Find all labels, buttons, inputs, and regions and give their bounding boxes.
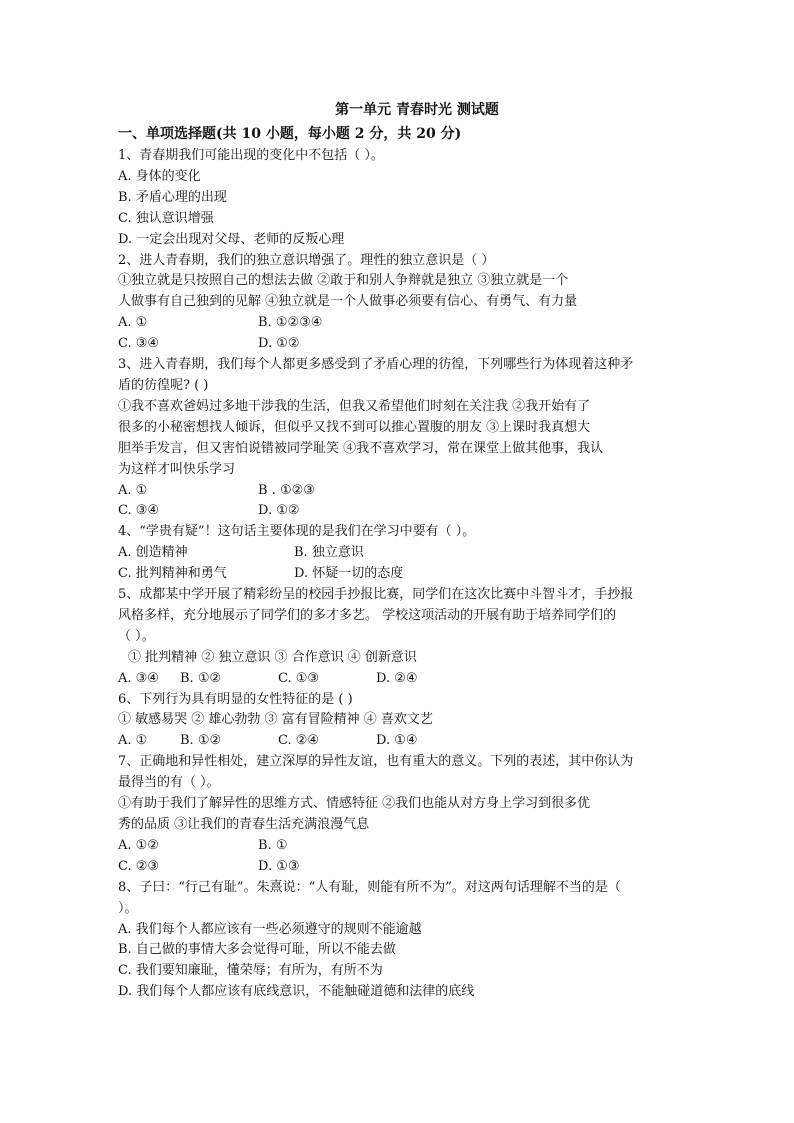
option-d: D. ①② — [258, 336, 300, 352]
option-b: B. 自己做的事情大多会觉得可耻，所以不能去做 — [118, 942, 396, 958]
question-stem: 盾的彷徨呢? ( ) — [118, 377, 209, 393]
option-a: A. 身体的变化 — [118, 168, 201, 184]
document-title: 第一单元 青春时光 测试题 — [335, 102, 499, 118]
statement-line: 很多的小秘密想找人倾诉，但似乎又找不到可以推心置腹的朋友 ③上课时我真想大 — [118, 419, 591, 435]
question-stem: 8、子曰：“行己有耻”。朱熹说：“人有耻，则能有所不为”。对这两句话理解不当的是（ — [118, 879, 621, 895]
option-a: A. 创造精神 — [118, 545, 188, 561]
option-d: D. 怀疑一切的态度 — [294, 566, 404, 582]
option-c: C. ①③ — [278, 670, 320, 686]
option-b: B. ①②③④ — [258, 315, 323, 331]
option-a: A. ① — [118, 315, 148, 331]
section-heading: 一、单项选择题(共 10 小题，每小题 2 分，共 20 分) — [118, 126, 462, 142]
statement-line: ① 批判精神 ② 独立意识 ③ 合作意识 ④ 创新意识 — [128, 649, 417, 665]
option-a: A. ① — [118, 482, 148, 498]
option-a: A. ③④ — [118, 670, 159, 686]
option-d: D. 我们每个人都应该有底线意识，不能触碰道德和法律的底线 — [118, 984, 475, 1000]
options-row — [118, 731, 678, 752]
statement-line: ① 敏感易哭 ② 雄心勃勃 ③ 富有冒险精神 ④ 喜欢文艺 — [118, 712, 433, 728]
question-1 — [118, 146, 678, 251]
options-row — [118, 334, 678, 355]
option-d: D. 一定会出现对父母、老师的反叛心理 — [118, 231, 345, 247]
statement-line: 为这样才叫快乐学习 — [118, 461, 236, 477]
question-stem: 7、正确地和异性相处，建立深厚的异性友谊，也有重大的意义。下列的表述，其中你认为 — [118, 754, 634, 770]
question-stem: 最得当的有（ ）。 — [118, 775, 220, 791]
options-row — [118, 313, 678, 334]
option-b: B. ①② — [180, 733, 222, 749]
question-4 — [118, 522, 678, 585]
options-row — [118, 836, 678, 857]
question-6 — [118, 690, 678, 753]
option-d: D. ①② — [258, 503, 300, 519]
option-a: A. 我们每个人都应该有一些必须遵守的规则不能逾越 — [118, 921, 422, 937]
option-c: C. ③④ — [118, 503, 160, 519]
options-row — [118, 481, 678, 502]
statement-line: 胆举手发言，但又害怕说错被同学耻笑 ④我不喜欢学习，常在课堂上做其他事，我认 — [118, 440, 604, 456]
option-c: C. 批判精神和勇气 — [118, 566, 227, 582]
question-stem: 1、青春期我们可能出现的变化中不包括（ ）。 — [118, 148, 384, 163]
option-d: D. ①④ — [376, 733, 418, 749]
question-stem: 6、下列行为具有明显的女性特征的是 ( ) — [118, 691, 353, 707]
option-c: C. ②④ — [278, 733, 320, 749]
options-row — [118, 669, 678, 690]
question-stem: 3、进入青春期，我们每个人都更多感受到了矛盾心理的彷徨，下列哪些行为体现着这种矛 — [118, 357, 634, 373]
options-row — [118, 857, 678, 878]
question-3 — [118, 355, 678, 522]
question-7 — [118, 752, 678, 877]
option-c: C. 我们要知廉耻，懂荣辱；有所为，有所不为 — [118, 963, 383, 979]
question-2 — [118, 251, 678, 356]
option-c: C. ③④ — [118, 336, 160, 352]
options-row — [118, 501, 678, 522]
options-row — [118, 564, 678, 585]
statement-line: ①有助于我们了解异性的思维方式、情感特征 ②我们也能从对方身上学习到很多优 — [118, 796, 591, 812]
option-c: C. ②③ — [118, 858, 160, 874]
option-c: C. 独认意识增强 — [118, 210, 214, 226]
option-a: A. ①② — [118, 837, 159, 853]
question-stem: 风格多样，充分地展示了同学们的多才多艺。 学校这项活动的开展有助于培养同学们的 — [118, 607, 617, 623]
statement-line: 人做事有自己独到的见解 ④独立就是一个人做事必须要有信心、有勇气、有力量 — [118, 294, 578, 310]
question-stem: 5、成都某中学开展了精彩纷呈的校园手抄报比赛，同学们在这次比赛中斗智斗才，手抄报 — [118, 587, 634, 603]
question-stem: 2、进人青春期，我们的独立意识增强了。理性的独立意识是（ ） — [118, 252, 495, 268]
statement-line: 秀的品质 ③让我们的青春生活充满浪漫气息 — [118, 817, 370, 832]
statement-line: ①独立就是只按照自己的想法去做 ②敢于和别人争辩就是独立 ③独立就是一个 — [118, 273, 569, 289]
question-5 — [118, 585, 678, 690]
document-page — [118, 100, 678, 1003]
option-b: B . ①②③ — [258, 482, 315, 498]
question-stem: （ ）。 — [118, 628, 155, 644]
question-8 — [118, 878, 678, 1003]
option-a: A. ① — [118, 733, 148, 749]
question-stem: ）。 — [118, 900, 138, 916]
option-b: B. ① — [258, 837, 288, 853]
option-d: D. ①③ — [258, 858, 300, 874]
options-row — [118, 543, 678, 564]
question-stem: 4、“学贵有疑”！这句话主要体现的是我们在学习中要有（ ）。 — [118, 524, 476, 540]
option-b: B. 矛盾心理的出现 — [118, 189, 227, 205]
statement-line: ①我不喜欢爸妈过多地干涉我的生活，但我又希望他们时刻在关注我 ②我开始有了 — [118, 398, 591, 414]
option-d: D. ②④ — [376, 670, 418, 686]
option-b: B. 独立意识 — [294, 545, 364, 561]
option-b: B. ①② — [180, 670, 222, 686]
